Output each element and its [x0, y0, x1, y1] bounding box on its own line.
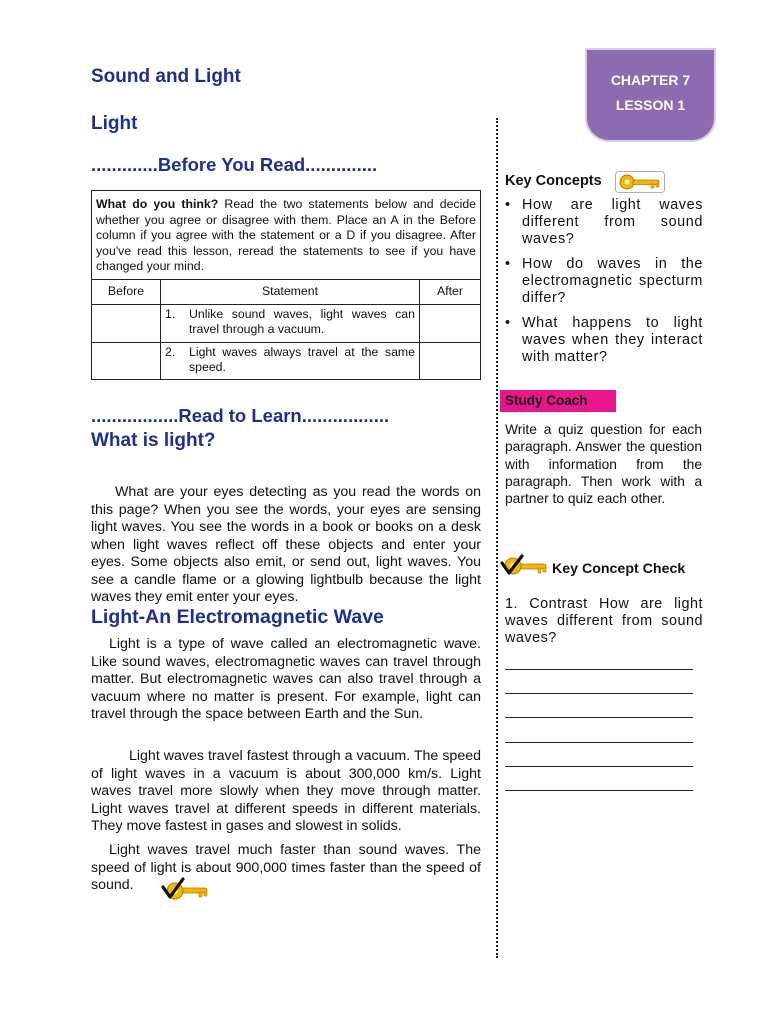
chapter-tab — [587, 50, 714, 140]
answer-line[interactable] — [505, 669, 693, 670]
col-before: Before — [92, 279, 161, 304]
statement-cell-1 — [161, 304, 420, 342]
table-row — [92, 304, 481, 342]
check-question: 1. Contrast How are light waves different from sound waves? — [505, 596, 703, 646]
key-icon — [615, 171, 665, 193]
table-header-row — [92, 279, 481, 304]
answer-line[interactable] — [505, 742, 693, 743]
page-title: Sound and Light — [91, 66, 241, 87]
instructions-cell — [92, 191, 481, 280]
section-heading: Light-An Electromagnetic Wave — [91, 606, 384, 628]
col-after: After — [420, 279, 481, 304]
paragraph-1: What are your eyes detecting as you read the words on this page? When you see the words, your eyes are sensing light waves. You see the words in a book or books on a desk when light waves reflect off these objects and enter your eyes. Some objects also emit, or send out, light waves. You see a candle flame or a glowing lightbulb because the light waves they emit enter your eyes. — [91, 484, 481, 605]
paragraph-3: Light waves travel fastest through a vacuum. The speed of light waves in a vacuum is about 300,000 km/s. Light waves travel more slowly when they move through matter. Light waves travel at different speeds in different materials. They move fastest in gases and slowest in solids. — [91, 748, 481, 834]
answer-line[interactable] — [505, 693, 693, 694]
answer-line[interactable] — [505, 790, 693, 791]
page-subtitle: Light — [91, 113, 138, 134]
what-is-light-heading: What is light? — [91, 430, 216, 451]
before-cell-1[interactable] — [92, 304, 161, 342]
column-divider — [496, 118, 498, 958]
answer-line[interactable] — [505, 717, 693, 718]
list-item: • What happens to light waves when they interact with matter? — [505, 315, 703, 366]
study-coach-title: Study Coach — [505, 393, 588, 408]
answer-line[interactable] — [505, 766, 693, 767]
before-you-read-heading: .............Before You Read.............. — [91, 154, 378, 175]
checkmark-key-icon — [161, 877, 211, 903]
after-cell-2[interactable] — [420, 342, 481, 379]
statement-cell-2 — [161, 342, 420, 379]
col-statement: Statement — [161, 279, 420, 304]
key-concepts-title: Key Concepts — [505, 173, 602, 189]
key-concepts-list — [505, 197, 703, 374]
lesson-label: LESSON 1 — [615, 97, 686, 113]
key-concept-check-title: Key Concept Check — [552, 561, 686, 577]
instructions-bold: What do you think? — [96, 197, 219, 211]
checkmark-key-icon — [500, 554, 550, 578]
instructions-text: Read the two statements below and decide whether you agree or disagree with them. Place an A in the Before column if you agree with the statement or a D if you disagree. After you've read this lesson, reread the statements to see if you have changed your mind. — [96, 197, 476, 273]
statement-number: 2. — [165, 344, 176, 359]
chapter-label: CHAPTER 7 — [610, 72, 691, 88]
list-item: • How do waves in the electromagnetic specturm differ? — [505, 256, 703, 307]
read-to-learn-heading: .................Read to Learn................. — [91, 405, 390, 426]
statement-text: Unlike sound waves, light waves can travel through a vacuum. — [189, 306, 415, 336]
after-cell-1[interactable] — [420, 304, 481, 342]
statement-number: 1. — [165, 306, 176, 321]
study-coach-text: Write a quiz question for each paragraph. Answer the question with information from the paragraph. Then work with a partner to quiz each other. — [505, 422, 702, 507]
before-cell-2[interactable] — [92, 342, 161, 379]
list-item: • How are light waves different from sound waves? — [505, 197, 703, 248]
anticipation-table — [91, 190, 481, 380]
statement-text: Light waves always travel at the same speed. — [189, 344, 415, 374]
paragraph-4: Light waves travel much faster than sound waves. The speed of light is about 900,000 times faster than the speed of sound. — [91, 842, 481, 893]
table-row — [92, 342, 481, 379]
paragraph-2: Light is a type of wave called an electromagnetic wave. Like sound waves, electromagnetic waves can travel through matter. But electromagnetic waves can also travel through a vacuum where no matter is present. For example, light can travel through the space between Earth and the Sun. — [91, 636, 481, 722]
